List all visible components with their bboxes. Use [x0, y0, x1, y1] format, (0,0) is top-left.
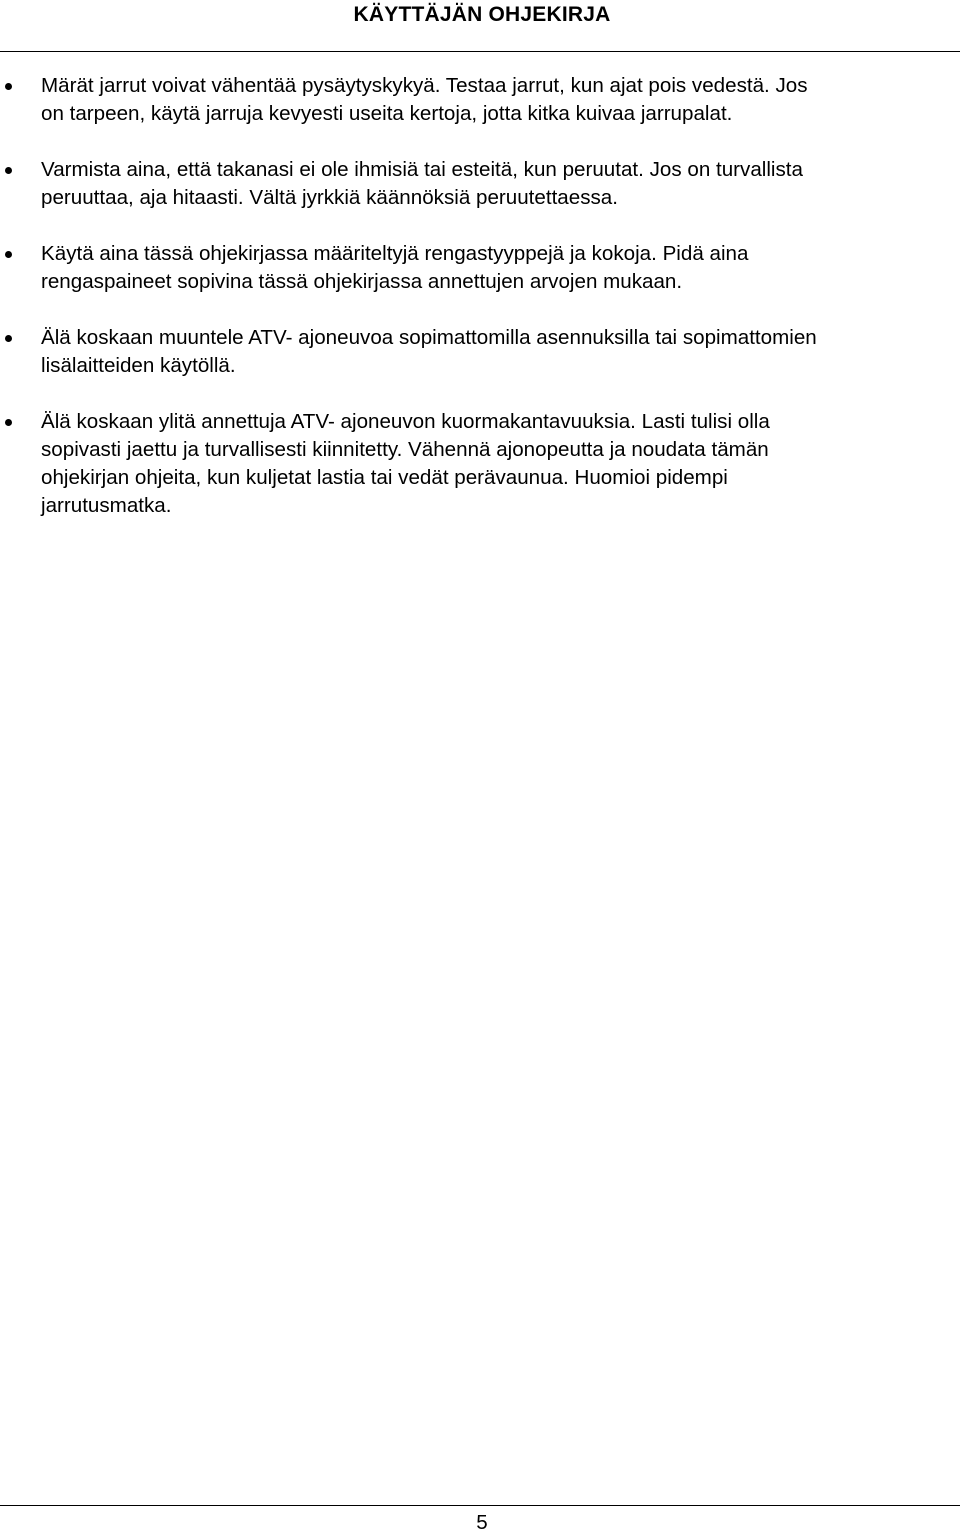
text-line: peruuttaa, aja hitaasti. Vältä jyrkkiä käännöksiä peruutettaessa.	[41, 186, 618, 209]
text-line: ohjekirjan ohjeita, kun kuljetat lastia tai vedät perävaunua. Huomioi pidempi	[41, 466, 728, 489]
text-line: Älä koskaan ylitä annettuja ATV- ajoneuvon kuormakantavuuksia. Lasti tulisi olla	[41, 410, 770, 433]
list-item	[0, 240, 960, 296]
document-title: KÄYTTÄJÄN OHJEKIRJA	[353, 3, 611, 26]
bullet-text	[41, 324, 952, 380]
page-header	[0, 0, 960, 56]
bullet-text	[41, 156, 952, 212]
bullet-icon	[5, 83, 12, 90]
bullet-icon	[5, 335, 12, 342]
bullet-icon	[5, 419, 12, 426]
text-line: sopivasti jaettu ja turvallisesti kiinnitetty. Vähennä ajonopeutta ja noudata tämän	[41, 438, 769, 461]
text-line: Varmista aina, että takanasi ei ole ihmisiä tai esteitä, kun peruutat. Jos on turvallista	[41, 158, 803, 181]
bullet-text	[41, 408, 952, 520]
list-item	[0, 324, 960, 380]
text-line: jarrutusmatka.	[41, 494, 172, 517]
header-divider	[0, 51, 960, 52]
list-item	[0, 156, 960, 212]
list-item	[0, 408, 960, 520]
text-line: lisälaitteiden käytöllä.	[41, 354, 236, 377]
text-line: Käytä aina tässä ohjekirjassa määriteltyjä rengastyyppejä ja kokoja. Pidä aina	[41, 242, 749, 265]
text-line: rengaspaineet sopivina tässä ohjekirjassa annettujen arvojen mukaan.	[41, 270, 683, 293]
list-item	[0, 72, 960, 128]
bullet-icon	[5, 251, 12, 258]
bullet-text	[41, 72, 952, 128]
page-number: 5	[476, 1511, 488, 1534]
text-line: Märät jarrut voivat vähentää pysäytyskykyä. Testaa jarrut, kun ajat pois vedestä. Jos	[41, 74, 808, 97]
text-line: on tarpeen, käytä jarruja kevyesti useita kertoja, jotta kitka kuivaa jarrupalat.	[41, 102, 733, 125]
bullet-icon	[5, 167, 12, 174]
text-line: Älä koskaan muuntele ATV- ajoneuvoa sopimattomilla asennuksilla tai sopimattomien	[41, 326, 817, 349]
footer-divider	[0, 1505, 960, 1506]
bullet-text	[41, 240, 952, 296]
safety-bullet-list	[0, 72, 960, 548]
